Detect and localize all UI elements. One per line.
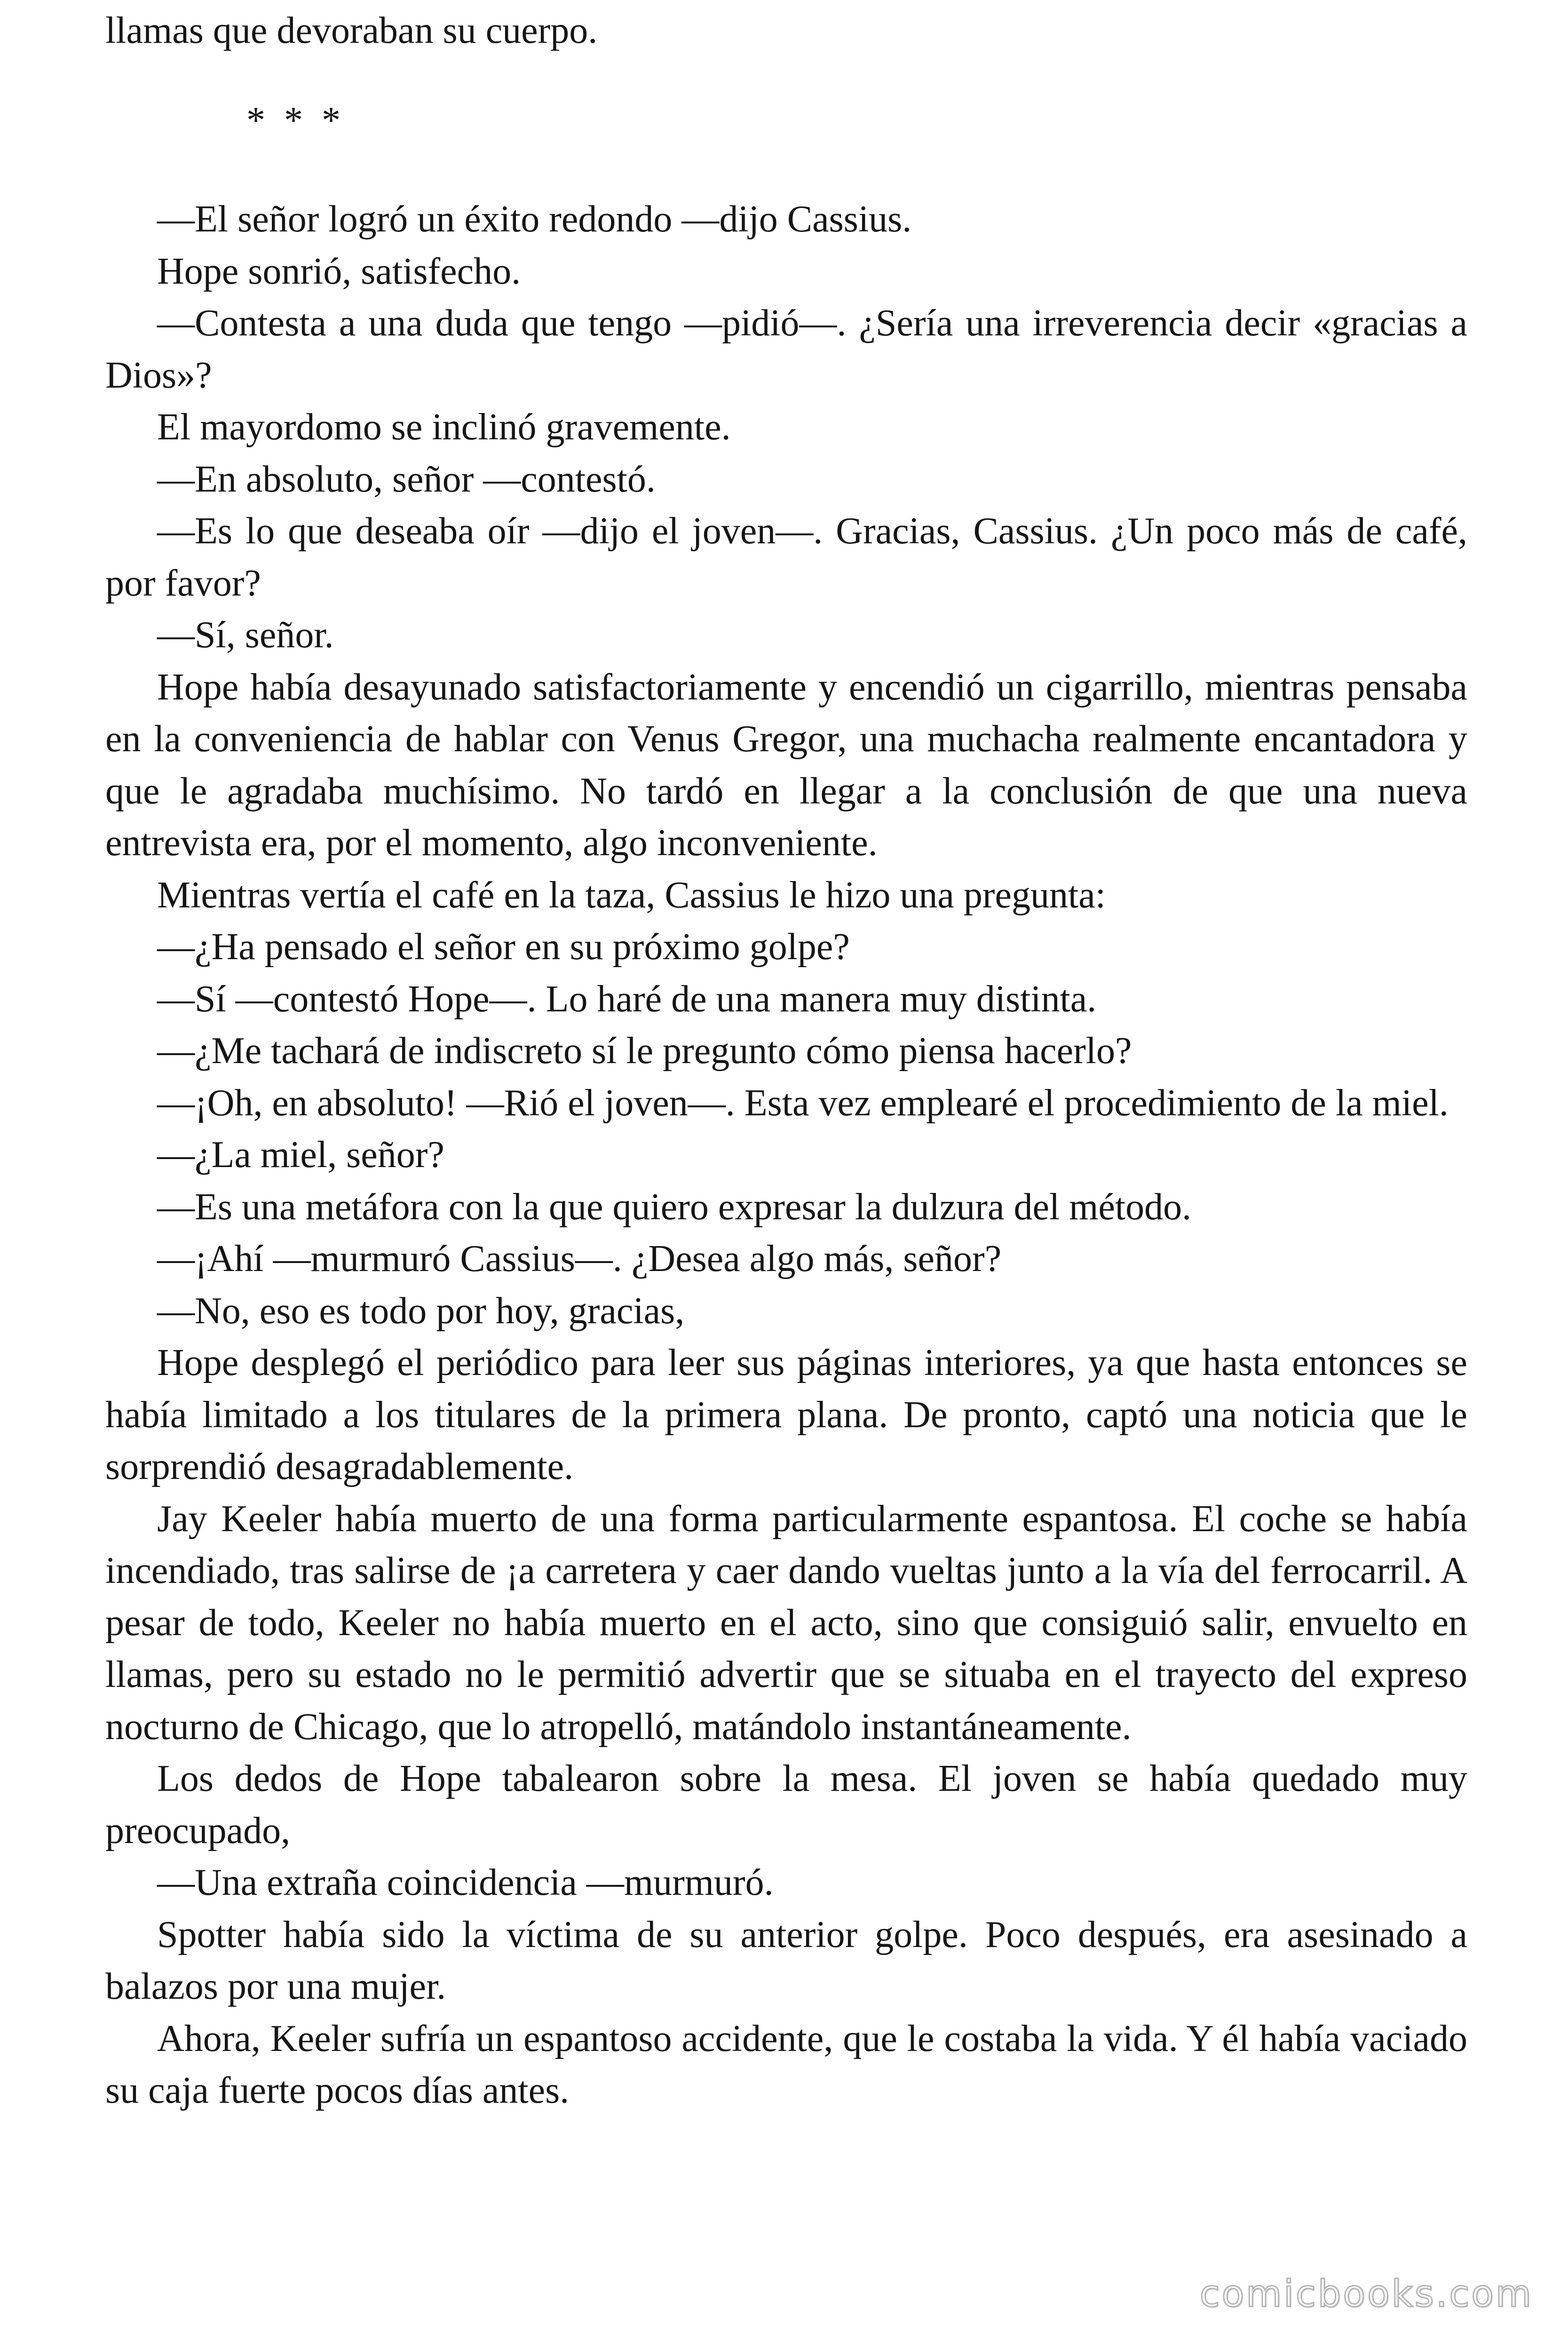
- paragraph: El mayordomo se inclinó gravemente.: [157, 406, 731, 448]
- paragraph: —No, eso es todo por hoy, gracias,: [157, 1290, 685, 1332]
- paragraph: Jay Keeler había muerto de una forma particularmente espantosa. El coche se había incendiado, tras salirse de ¡a carretera y caer dando vueltas junto a la vía del ferrocarril. A pesar de todo, Keeler no había muerto en el acto, sino que consiguió salir, envuelto en llamas, pero su estado no le permitió advertir que se situaba en el trayecto del expreso nocturno de Chicago, que lo atropelló, matándolo instantáneamente.: [105, 1498, 1467, 1748]
- paragraph: Hope sonrió, satisfecho.: [157, 250, 521, 292]
- scene-break-separator: * * *: [246, 99, 345, 141]
- paragraph: Los dedos de Hope tabalearon sobre la mesa. El joven se había quedado muy preocupado,: [105, 1758, 1467, 1851]
- paragraph: —¡Oh, en absoluto! —Rió el joven—. Esta vez emplearé el procedimiento de la miel.: [157, 1082, 1449, 1124]
- paragraph: —Es una metáfora con la que quiero expresar la dulzura del método.: [157, 1186, 1192, 1228]
- paragraph: —En absoluto, señor —contestó.: [157, 458, 656, 500]
- site-watermark: comicbooks.com: [1199, 2273, 1533, 2315]
- paragraph: —Contesta a una duda que tengo —pidió—. ¿Sería una irreverencia decir «gracias a Dios»?: [105, 302, 1467, 396]
- page-body-text: [105, 5, 1467, 2117]
- paragraph: —El señor logró un éxito redondo —dijo Cassius.: [157, 199, 912, 240]
- paragraph: Hope había desayunado satisfactoriamente y encendió un cigarrillo, mientras pensaba en la conveniencia de hablar con Venus Gregor, una muchacha realmente encantadora y que le agradaba muchísimo. No tardó en llegar a la conclusión de que una nueva entrevista era, por el momento, algo inconveniente.: [105, 666, 1467, 864]
- paragraph: Spotter había sido la víctima de su anterior golpe. Poco después, era asesinado a balazos por una mujer.: [105, 1914, 1467, 2007]
- paragraph: Ahora, Keeler sufría un espantoso accidente, que le costaba la vida. Y él había vaciado su caja fuerte pocos días antes.: [105, 2018, 1467, 2111]
- paragraph: —¡Ahí —murmuró Cassius—. ¿Desea algo más, señor?: [157, 1238, 1002, 1279]
- paragraph-continuation: llamas que devoraban su cuerpo.: [105, 10, 598, 51]
- paragraph: —Una extraña coincidencia —murmuró.: [157, 1862, 774, 1903]
- paragraph: —Sí, señor.: [157, 614, 334, 656]
- paragraph: —¿Ha pensado el señor en su próximo golpe?: [157, 926, 850, 968]
- paragraph: —¿Me tachará de indiscreto sí le pregunto cómo piensa hacerlo?: [157, 1030, 1132, 1072]
- paragraph: —Sí —contestó Hope—. Lo haré de una manera muy distinta.: [157, 978, 1097, 1020]
- paragraph: Mientras vertía el café en la taza, Cassius le hizo una pregunta:: [157, 874, 1106, 916]
- paragraph: —¿La miel, señor?: [157, 1134, 444, 1176]
- paragraph: —Es lo que deseaba oír —dijo el joven—. Gracias, Cassius. ¿Un poco más de café, por favor?: [105, 510, 1467, 604]
- paragraph: Hope desplegó el periódico para leer sus páginas interiores, ya que hasta entonces se había limitado a los titulares de la primera plana. De pronto, captó una noticia que le sorprendió desagradablemente.: [105, 1342, 1467, 1487]
